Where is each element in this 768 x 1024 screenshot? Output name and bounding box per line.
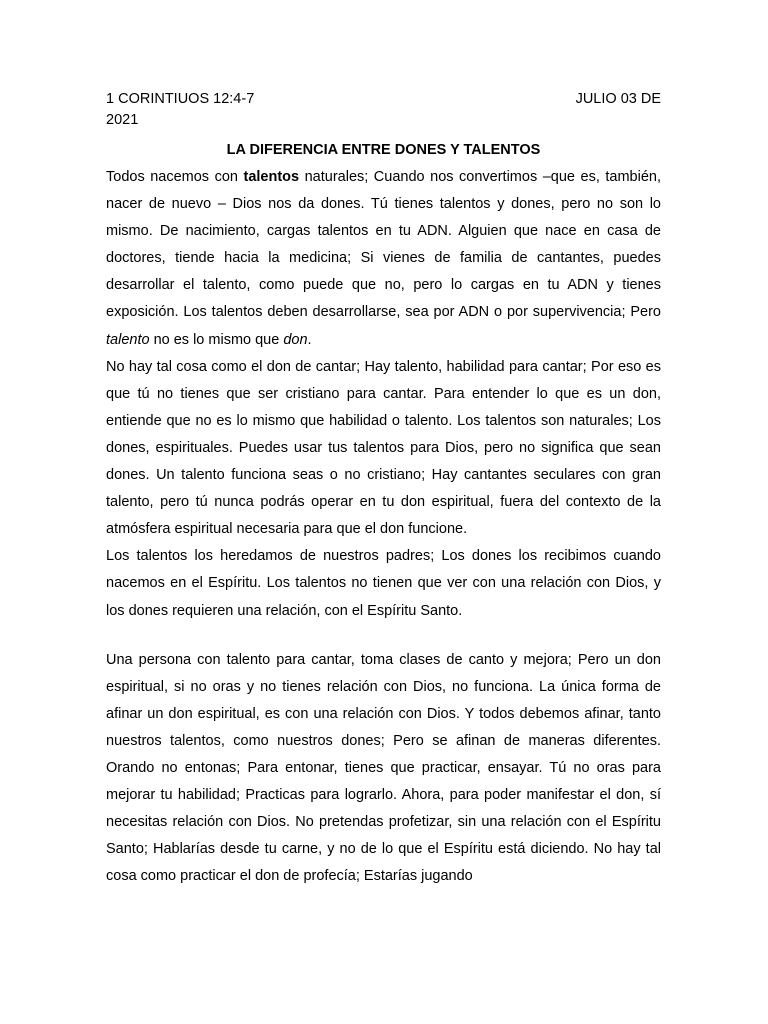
paragraph-3: Los talentos los heredamos de nuestros padres; Los dones los recibimos cuando nacemos en el Espíritu. Los talentos no tienen que ver con una relación con Dios, y los dones requieren una relación, con el Espíritu Santo. xyxy=(106,548,661,619)
paragraph-1-text-e: no es lo mismo que xyxy=(149,331,284,348)
document-title: LA DIFERENCIA ENTRE DONES Y TALENTOS xyxy=(226,142,541,158)
paragraph-spacer xyxy=(106,625,661,647)
paragraph-1-text-c: naturales; Cuando nos convertimos –que es, también, nacer de nuevo – Dios nos da dones. Tú tienes talentos y dones, pero no son lo mismo. De nacimiento, cargas talentos en tu ADN. Alguien que nace en casa de doctores, tiende hacia la medicina; Si vienes de familia de cantantes, puedes desarrollar el talento, como puede que no, pero lo cargas en tu ADN y tienes exposición. Los talentos deben desarrollarse, sea por ADN o por supervivencia; Pero xyxy=(106,169,661,321)
bible-reference: 1 CORINTIUOS 12:4-7 xyxy=(106,91,255,107)
paragraph-1-italic-talento: talento xyxy=(106,331,150,348)
paragraph-2: No hay tal cosa como el don de cantar; Hay talento, habilidad para cantar; Por eso es que tú no tienes que ser cristiano para cantar. Para entender lo que es un don, entiende que no es lo mismo que habilidad o talento. Los talentos son naturales; Los dones, espirituales. Puedes usar tus talentos para Dios, pero no significa que sean dones. Un talento funciona seas o no cristiano; Hay cantantes seculares con gran talento, pero tú nunca podrás operar en tu don espiritual, fuera del contexto de la atmósfera espiritual necesaria para que el don funcione. xyxy=(106,358,661,538)
document-page xyxy=(106,88,661,890)
paragraph-1-bold-talentos: talentos xyxy=(243,169,300,185)
document-year: 2021 xyxy=(106,112,139,128)
paragraph-1-text-a: Todos nacemos con xyxy=(106,169,244,185)
paragraph-4: Una persona con talento para cantar, toma clases de canto y mejora; Pero un don espiritual, si no oras y no tienes relación con Dios, no funciona. La única forma de afinar un don espiritual, es con una relación con Dios. Y todos debemos afinar, tanto nuestros talentos, como nuestros dones; Pero se afinan de maneras diferentes. Orando no entonas; Para entonar, tienes que practicar, ensayar. Tú no oras para mejorar tu habilidad; Practicas para lograrlo. Ahora, para poder manifestar el don, sí necesitas relación con Dios. No pretendas profetizar, sin una relación con el Espíritu Santo; Hablarías desde tu carne, y no de lo que el Espíritu está diciendo. No hay tal cosa como practicar el don de profecía; Estarías jugando xyxy=(106,651,661,885)
document-header xyxy=(106,88,661,110)
paragraph-1-italic-don: don xyxy=(283,331,308,348)
document-date: JULIO 03 DE xyxy=(575,91,661,107)
paragraph-1 xyxy=(106,164,661,354)
paragraph-1-text-g: . xyxy=(307,331,312,348)
